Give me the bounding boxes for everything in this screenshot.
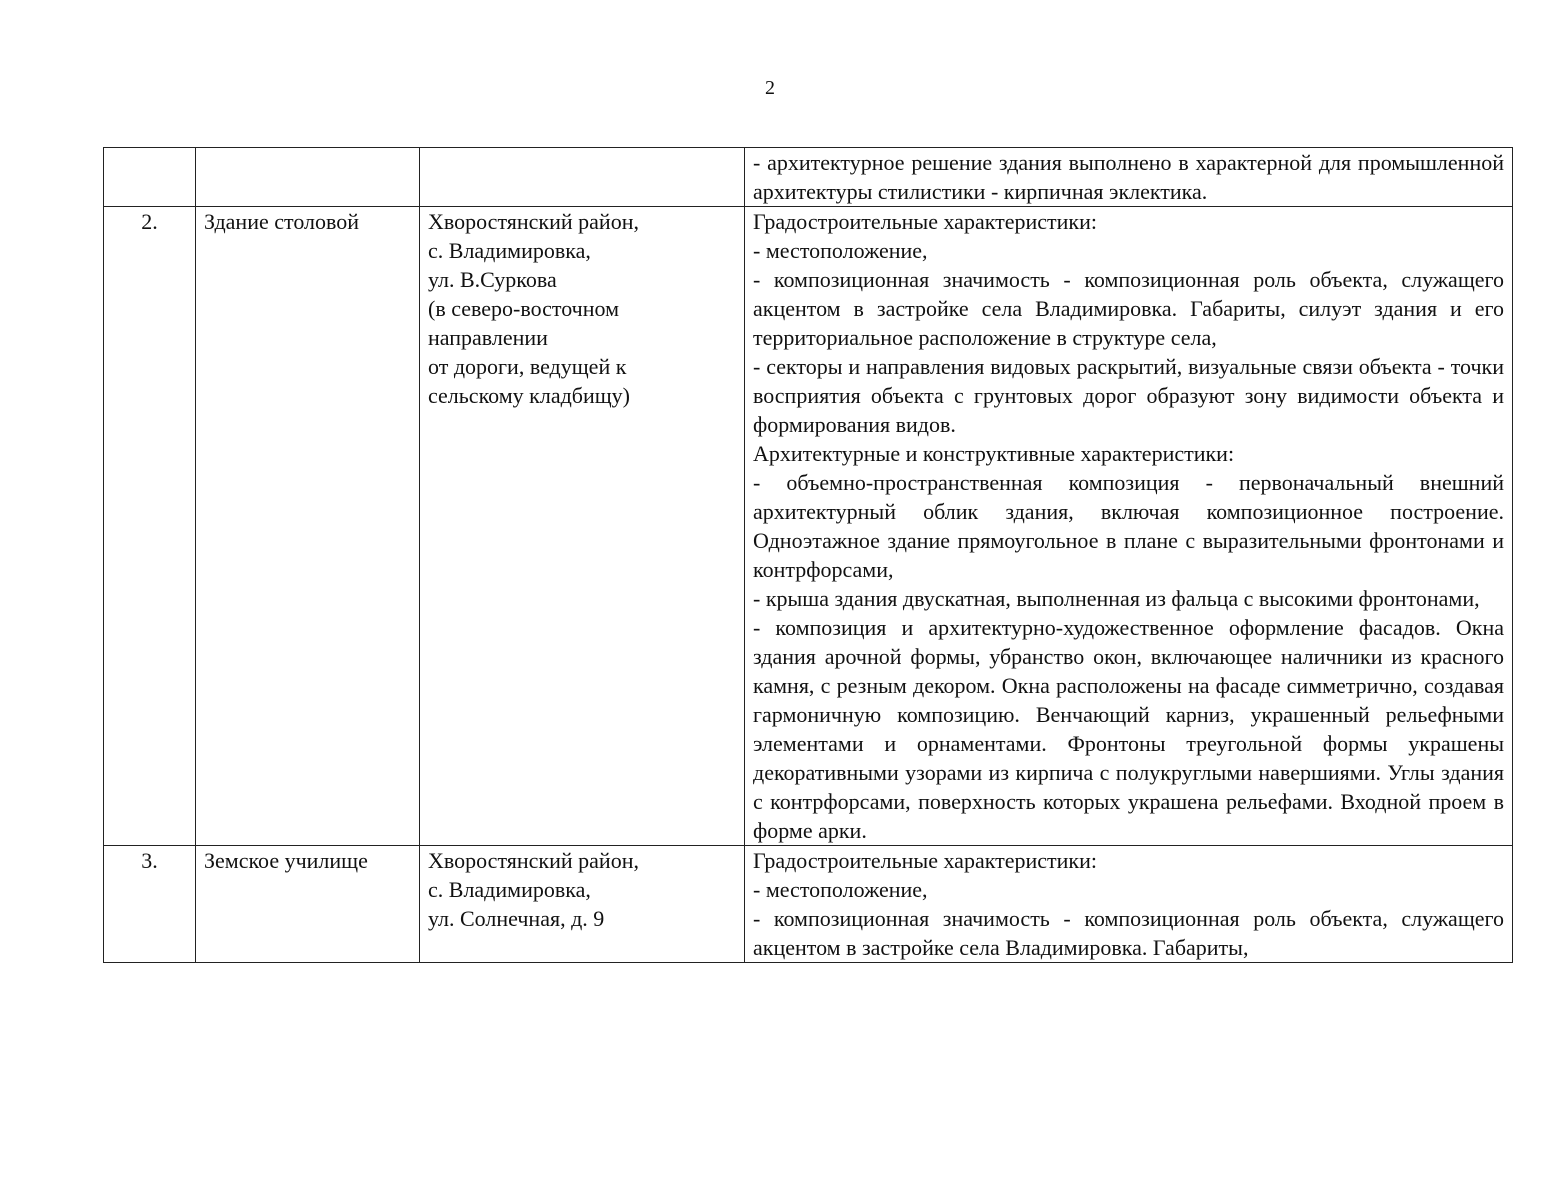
address-line: (в северо-восточном <box>428 296 620 321</box>
description-line: - секторы и направления видовых раскрытий, визуальные связи объекта - точки восприятия объекта с грунтовых дорог образуют зону видимости объекта и формирования видов. <box>753 354 1504 437</box>
description-line: - композиция и архитектурно-художественное оформление фасадов. Окна здания арочной формы, убранство окон, включающее наличники из красного камня, с резным декором. Окна расположены на фасаде симметрично, создавая гармоничную композицию. Венчающий карниз, украшенный рельефными элементами и орнаментами. Фронтоны треугольной формы украшены декоративными узорами из кирпича с полукруглыми навершиями. Углы здания с контрфорсами, поверхность которых украшена рельефами. Входной проем в форме арки. <box>753 615 1504 843</box>
table-row <box>104 846 1513 963</box>
object-name: Здание столовой <box>196 207 420 846</box>
page-number: 2 <box>765 77 775 99</box>
address-line: с. Владимировка, <box>428 877 591 902</box>
description-line: - объемно-пространственная композиция - первоначальный внешний архитектурный облик здания, включая композиционное построение. Одноэтажное здание прямоугольное в плане с выразительными фронтонами и контрфорсами, <box>753 470 1504 582</box>
address-line: Хворостянский район, <box>428 209 639 234</box>
object-description <box>745 846 1513 963</box>
description-line: - местоположение, <box>753 877 928 902</box>
object-address <box>420 207 745 846</box>
address-line: Хворостянский район, <box>428 848 639 873</box>
object-description <box>745 207 1513 846</box>
address-line: с. Владимировка, <box>428 238 591 263</box>
address-line: сельскому кладбищу) <box>428 383 631 408</box>
address-line: ул. В.Суркова <box>428 267 557 292</box>
table-row <box>104 148 1513 207</box>
row-number: 2. <box>104 207 196 846</box>
object-address <box>420 846 745 963</box>
row-number <box>104 148 196 207</box>
description-line: - местоположение, <box>753 238 928 263</box>
description-line: - композиционная значимость - композиционная роль объекта, служащего акцентом в застройке села Владимировка. Габариты, силуэт здания и его территориальное расположение в структуре села, <box>753 267 1504 350</box>
object-description <box>745 148 1513 207</box>
description-line: - архитектурное решение здания выполнено в характерной для промышленной архитектуры стилистики - кирпичная эклектика. <box>753 150 1504 204</box>
table-row <box>104 207 1513 846</box>
objects-table <box>103 147 1513 963</box>
address-line: от дороги, ведущей к <box>428 354 627 379</box>
address-line: ул. Солнечная, д. 9 <box>428 906 605 931</box>
description-line: - крыша здания двускатная, выполненная из фальца с высокими фронтонами, <box>753 586 1480 611</box>
description-line: Архитектурные и конструктивные характеристики: <box>753 441 1235 466</box>
description-line: - композиционная значимость - композиционная роль объекта, служащего акцентом в застройке села Владимировка. Габариты, <box>753 906 1504 960</box>
object-name: Земское училище <box>196 846 420 963</box>
object-name <box>196 148 420 207</box>
description-line: Градостроительные характеристики: <box>753 848 1097 873</box>
description-line: Градостроительные характеристики: <box>753 209 1097 234</box>
row-number: 3. <box>104 846 196 963</box>
object-address <box>420 148 745 207</box>
address-line: направлении <box>428 325 548 350</box>
